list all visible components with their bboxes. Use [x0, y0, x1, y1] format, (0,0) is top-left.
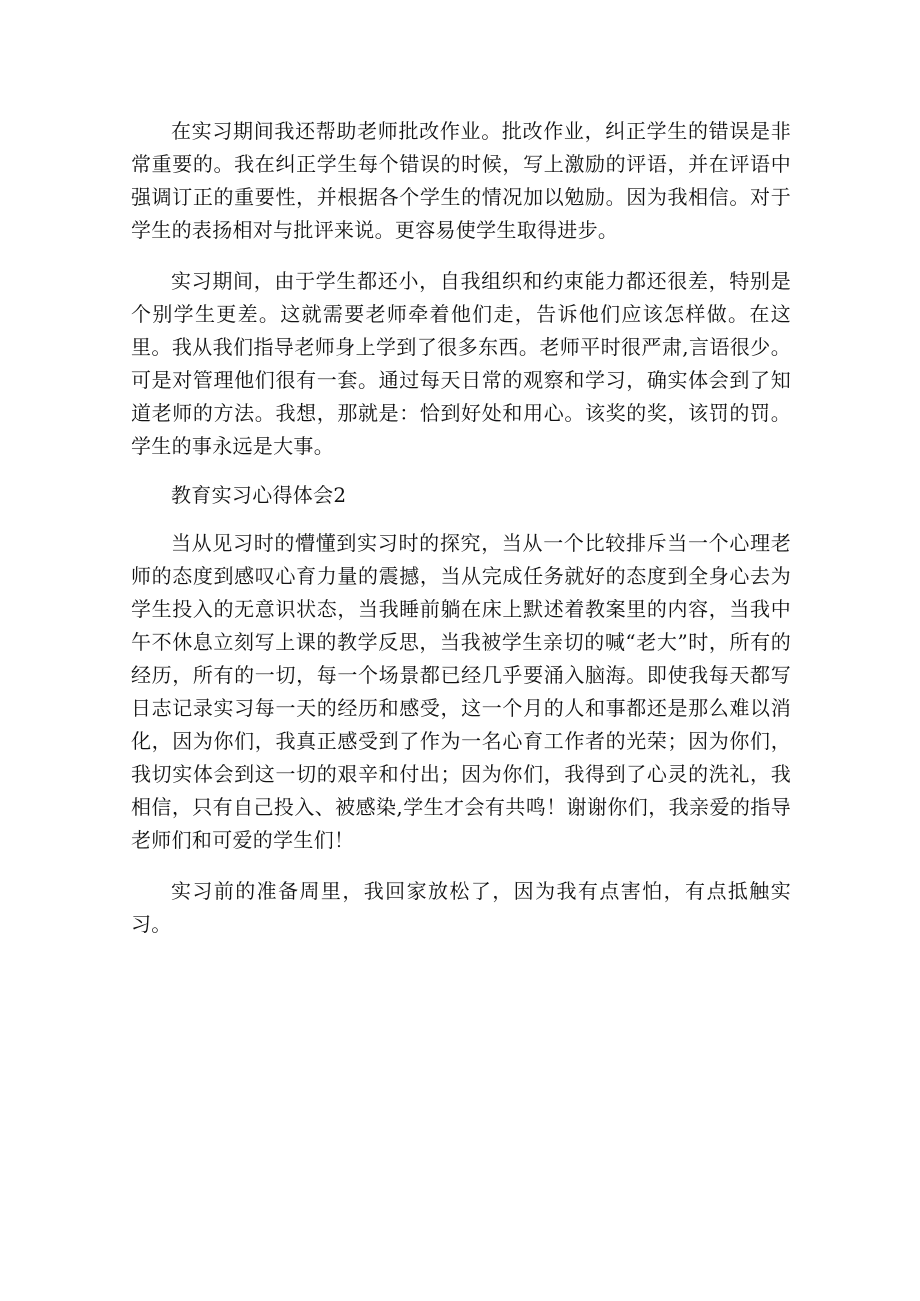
paragraph-reflection: 当从见习时的懵懂到实习时的探究，当从一个比较排斥当一个心理老师的态度到感叹心育力量的震撼，当从完成任务就好的态度到全身心去为学生投入的无意识状态，当我睡前躺在床上默述着教案里的内容，当我中午不休息立刻写上课的教学反思，当我被学生亲切的喊“老大”时，所有的经历，所有的一切，每一个场景都已经几乎要涌入脑海。即使我每天都写日志记录实习每一天的经历和感受，这一个月的人和事都还是那么难以消化，因为你们，我真正感受到了作为一名心育工作者的光荣；因为你们，我切实体会到这一切的艰辛和付出；因为你们，我得到了心灵的洗礼，我相信，只有自己投入、被感染,学生才会有共鸣！谢谢你们，我亲爱的指导老师们和可爱的学生们！	[131, 531, 791, 852]
section-heading: 教育实习心得体会2	[171, 483, 347, 507]
document-page	[131, 115, 791, 941]
paragraph-grading-homework: 在实习期间我还帮助老师批改作业。批改作业，纠正学生的错误是非常重要的。我在纠正学生每个错误的时候，写上激励的评语，并在评语中强调订正的重要性，并根据各个学生的情况加以勉励。因为我相信。对于学生的表扬相对与批评来说。更容易使学生取得进步。	[131, 119, 791, 242]
paragraph-preparation-week: 实习前的准备周里，我回家放松了，因为我有点害怕，有点抵触实习。	[131, 879, 791, 936]
paragraph-classroom-management: 实习期间，由于学生都还小，自我组织和约束能力都还很差，特别是个别学生更差。这就需要老师牵着他们走，告诉他们应该怎样做。在这里。我从我们指导老师身上学到了很多东西。老师平时很严肃,言语很少。可是对管理他们很有一套。通过每天日常的观察和学习，确实体会到了知道老师的方法。我想，那就是：恰到好处和用心。该奖的奖，该罚的罚。学生的事永远是大事。	[131, 269, 791, 458]
